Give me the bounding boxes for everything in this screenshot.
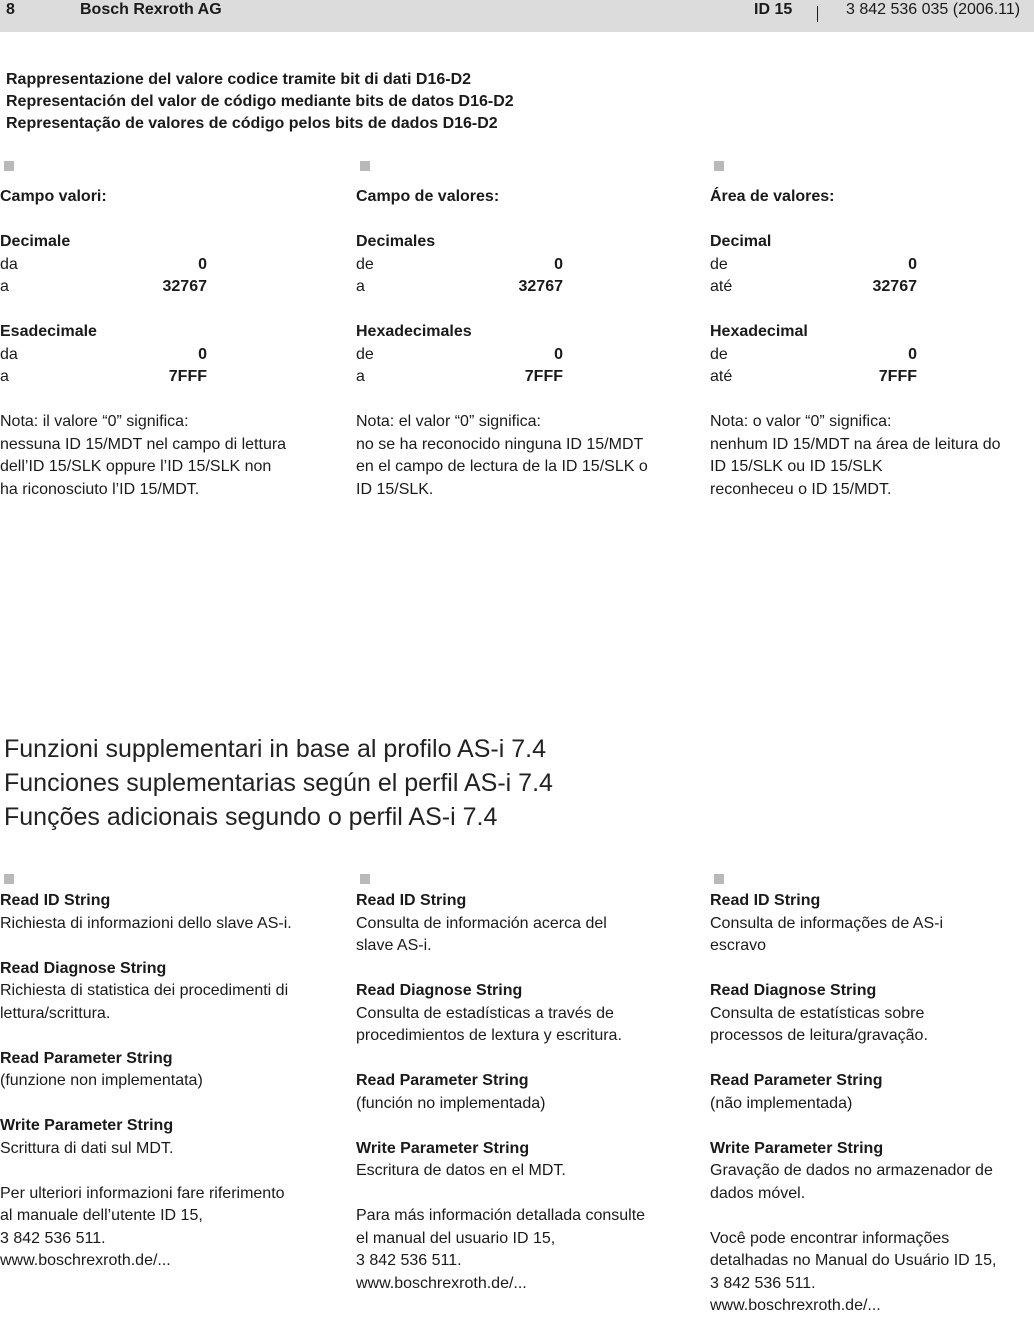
- more-info-line: al manuale dell’utente ID 15,: [0, 1207, 203, 1224]
- decimal-to-row: [356, 276, 563, 299]
- hex-label: Esadecimale: [0, 323, 97, 340]
- note-line: ha riconosciuto l’ID 15/MDT.: [0, 480, 200, 498]
- title-it: Funzioni supplementari in base al profilo AS-i 7.4: [4, 735, 546, 763]
- more-info-line: 3 842 536 511.: [0, 1229, 106, 1247]
- read-id-label: Read ID String: [0, 892, 111, 909]
- hex-label: Hexadecimal: [710, 323, 808, 340]
- write-param-desc: Scrittura di dati sul MDT.: [0, 1139, 174, 1157]
- more-info-line: Você pode encontrar informações: [710, 1229, 950, 1247]
- title-es: Representación del valor de código mediante bits de datos D16-D2: [6, 93, 514, 110]
- read-param-desc: (funzione non implementata): [0, 1072, 203, 1089]
- hex-from-value: 0: [554, 345, 563, 363]
- hex-from-label: da: [0, 345, 18, 363]
- note-line: reconheceu o ID 15/MDT.: [710, 480, 892, 498]
- hex-to-label: a: [356, 368, 365, 385]
- from-label: de: [356, 255, 374, 273]
- hex-to-row: [710, 366, 917, 389]
- write-param-label: Write Parameter String: [710, 1139, 884, 1157]
- more-info-line: el manual del usuario ID 15,: [356, 1229, 556, 1247]
- more-info-line: 3 842 536 511.: [710, 1274, 816, 1292]
- note-line: ID 15/SLK.: [356, 480, 434, 498]
- more-info-line: detalhadas no Manual do Usuário ID 15,: [710, 1252, 997, 1269]
- range-title: Campo de valores:: [356, 188, 500, 205]
- note-line: ID 15/SLK ou ID 15/SLK: [710, 458, 883, 475]
- read-param-desc: (función no implementada): [356, 1094, 546, 1112]
- header-divider: [817, 6, 818, 22]
- more-info-link[interactable]: www.boschrexroth.de/...: [710, 1297, 881, 1314]
- title-it: Rappresentazione del valore codice tramite bit di dati D16-D2: [6, 71, 472, 88]
- hex-to-value: 7FFF: [878, 368, 917, 385]
- range-title: Área de valores:: [710, 188, 835, 205]
- title-pt: Representação de valores de código pelos bits de dados D16-D2: [6, 115, 498, 132]
- functions-column-pt: [710, 871, 1034, 1318]
- note-title: Nota: o valor “0” significa:: [710, 413, 892, 430]
- hex-from-row: [0, 344, 207, 367]
- from-value: 0: [554, 255, 563, 273]
- bullet-square-icon: [360, 161, 370, 171]
- hex-to-label: a: [0, 368, 9, 385]
- read-id-desc: Consulta de información acerca del: [356, 914, 607, 932]
- decimal-from-row: [710, 254, 917, 277]
- product-name: ID 15: [754, 1, 793, 18]
- document-reference: 3 842 536 035 (2006.11): [846, 1, 1021, 18]
- read-diag-desc: Consulta de estadísticas a través de: [356, 1004, 614, 1022]
- page-number: 8: [6, 1, 15, 18]
- more-info-line: Per ulteriori informazioni fare riferimento: [0, 1184, 285, 1202]
- decimal-from-row: [0, 254, 207, 277]
- read-diag-desc: lettura/scrittura.: [0, 1004, 111, 1022]
- read-diag-desc: procedimientos de lextura y escritura.: [356, 1027, 622, 1044]
- value-column-es: [356, 158, 681, 501]
- hex-to-value: 7FFF: [168, 368, 207, 385]
- read-id-desc: slave AS-i.: [356, 937, 432, 954]
- note-title: Nota: il valore “0” significa:: [0, 413, 189, 430]
- more-info-link[interactable]: www.boschrexroth.de/...: [356, 1274, 527, 1292]
- to-value: 32767: [872, 278, 917, 295]
- value-column-pt: [710, 158, 1034, 501]
- functions-column-it: [0, 871, 325, 1273]
- note-line: no se ha reconocido ninguna ID 15/MDT: [356, 435, 644, 453]
- note-line: dell’ID 15/SLK oppure l’ID 15/SLK non: [0, 458, 272, 475]
- more-info-line: Para más información detallada consulte: [356, 1207, 646, 1224]
- hex-from-row: [356, 344, 563, 367]
- read-param-label: Read Parameter String: [0, 1049, 173, 1067]
- decimal-to-row: [0, 276, 207, 299]
- hex-to-row: [0, 366, 207, 389]
- write-param-label: Write Parameter String: [356, 1139, 530, 1157]
- write-param-desc: Gravação de dados no armazenador de: [710, 1162, 993, 1179]
- hex-from-row: [710, 344, 917, 367]
- decimal-from-row: [356, 254, 563, 277]
- write-param-desc: Escritura de datos en el MDT.: [356, 1162, 566, 1179]
- read-diag-desc: Richiesta di statistica dei procedimenti di: [0, 982, 289, 999]
- title-pt: Funções adicionais segundo o perfil AS-i 7.4: [4, 803, 498, 831]
- title-es: Funciones suplementarias según el perfil AS-i 7.4: [4, 769, 553, 797]
- functions-section-title: [4, 732, 553, 834]
- hex-from-label: de: [356, 345, 374, 363]
- read-id-label: Read ID String: [356, 892, 467, 909]
- hex-label: Hexadecimales: [356, 323, 472, 340]
- note-line: nenhum ID 15/MDT na área de leitura do: [710, 435, 1001, 453]
- to-label: a: [356, 278, 365, 295]
- bullet-square-icon: [4, 874, 14, 884]
- read-id-desc: Consulta de informações de AS-i: [710, 914, 944, 932]
- value-column-it: [0, 158, 325, 501]
- decimal-label: Decimale: [0, 233, 71, 250]
- read-diag-label: Read Diagnose String: [356, 982, 523, 999]
- to-label: a: [0, 278, 9, 295]
- write-param-desc: dados móvel.: [710, 1184, 806, 1202]
- read-id-desc: escravo: [710, 937, 767, 954]
- hex-from-value: 0: [198, 345, 207, 363]
- hex-to-row: [356, 366, 563, 389]
- from-value: 0: [198, 255, 207, 273]
- value-section-title: [6, 69, 514, 135]
- read-diag-label: Read Diagnose String: [0, 959, 167, 977]
- note-title: Nota: el valor “0” significa:: [356, 413, 541, 430]
- more-info-link[interactable]: www.boschrexroth.de/...: [0, 1252, 171, 1269]
- hex-to-value: 7FFF: [524, 368, 563, 385]
- read-param-desc: (não implementada): [710, 1094, 853, 1112]
- decimal-label: Decimales: [356, 233, 436, 250]
- from-label: de: [710, 255, 728, 273]
- bullet-square-icon: [4, 161, 14, 171]
- read-param-label: Read Parameter String: [356, 1072, 529, 1089]
- hex-from-value: 0: [908, 345, 917, 363]
- hex-from-label: de: [710, 345, 728, 363]
- bullet-square-icon: [714, 161, 724, 171]
- functions-column-es: [356, 871, 681, 1295]
- write-param-label: Write Parameter String: [0, 1117, 174, 1134]
- range-title: Campo valori:: [0, 188, 107, 205]
- note-line: en el campo de lectura de la ID 15/SLK o: [356, 458, 648, 475]
- read-param-label: Read Parameter String: [710, 1072, 883, 1089]
- bullet-square-icon: [360, 874, 370, 884]
- read-diag-label: Read Diagnose String: [710, 982, 877, 999]
- to-label: até: [710, 278, 733, 295]
- company-name: Bosch Rexroth AG: [80, 1, 222, 18]
- page-header: [0, 0, 1034, 32]
- bullet-square-icon: [714, 874, 724, 884]
- to-value: 32767: [162, 278, 207, 295]
- read-id-label: Read ID String: [710, 892, 821, 909]
- read-diag-desc: processos de leitura/gravação.: [710, 1027, 928, 1044]
- note-line: nessuna ID 15/MDT nel campo di lettura: [0, 435, 287, 453]
- decimal-label: Decimal: [710, 233, 772, 250]
- more-info-line: 3 842 536 511.: [356, 1252, 462, 1269]
- read-id-desc: Richiesta di informazioni dello slave AS-i.: [0, 914, 292, 932]
- to-value: 32767: [518, 278, 563, 295]
- read-diag-desc: Consulta de estatísticas sobre: [710, 1004, 925, 1022]
- from-label: da: [0, 255, 18, 273]
- from-value: 0: [908, 255, 917, 273]
- hex-to-label: até: [710, 368, 733, 385]
- decimal-to-row: [710, 276, 917, 299]
